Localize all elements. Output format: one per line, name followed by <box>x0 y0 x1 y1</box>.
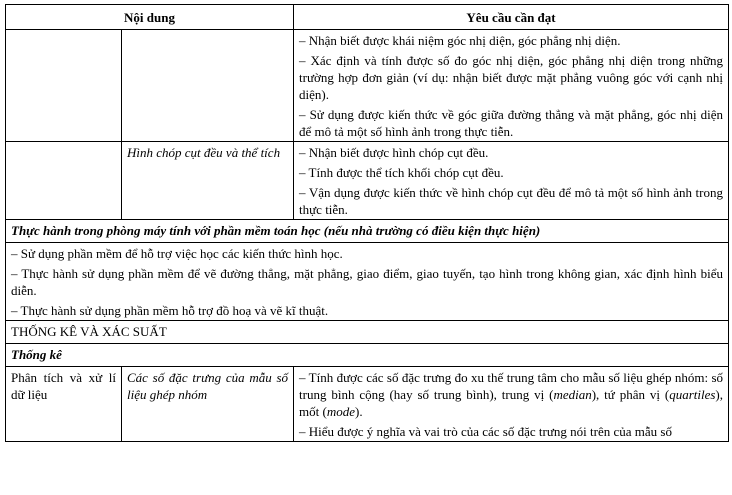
requirements-cell-stats <box>294 367 729 442</box>
practice-heading: Thực hành trong phòng máy tính với phần mềm toán học (nếu nhà trường có điều kiện thực hiện) <box>6 220 729 243</box>
text-fragment: ), mốt ( <box>299 387 724 419</box>
table-row-practice-heading <box>6 220 729 243</box>
curriculum-table <box>5 4 729 442</box>
requirements-cell-dihedral <box>294 30 729 142</box>
table-row-stats <box>6 367 729 442</box>
list-item: – Sử dụng được kiến thức về góc giữa đường thẳng và mặt phẳng, góc nhị diện để mô tả một số hình ảnh trong thực tiễn. <box>299 107 724 139</box>
topic-cell-frustum: Hình chóp cụt đều và thể tích <box>122 142 294 220</box>
list-item <box>299 369 723 420</box>
table-row-section <box>6 321 729 344</box>
list-item: – Hiểu được ý nghĩa và vai trò của các số đặc trưng nói trên của mẫu số <box>299 424 672 439</box>
area-cell-empty <box>6 142 122 220</box>
curriculum-table-page <box>5 4 728 442</box>
area-cell-empty <box>6 30 122 142</box>
header-content: Nội dung <box>6 5 294 30</box>
table-row-dihedral <box>6 30 729 142</box>
area-cell-stats: Phân tích và xử lí dữ liệu <box>6 367 122 442</box>
header-requirements: Yêu cầu cần đạt <box>294 5 729 30</box>
list-item: – Xác định và tính được số đo góc nhị diện, góc phẳng nhị diện trong những trường hợp đơn giản (ví dụ: nhận biết được mặt phẳng vuông góc với cạnh nhị diện). <box>299 53 724 102</box>
list-item: – Thực hành sử dụng phần mềm để vẽ đường thẳng, mặt phẳng, giao điểm, giao tuyến, tạo hình trong không gian, xác định hình biểu diễn. <box>11 266 724 298</box>
text-fragment: ). <box>355 404 363 419</box>
list-item: – Thực hành sử dụng phần mềm hỗ trợ đồ hoạ và vẽ kĩ thuật. <box>11 303 329 318</box>
text-fragment: ), tứ phân vị ( <box>591 387 670 402</box>
list-item: – Nhận biết được khái niệm góc nhị diện, góc phẳng nhị diện. <box>299 33 621 48</box>
table-row-subsection <box>6 344 729 367</box>
text-fragment: – Tính được các số đặc trưng đo xu thế trung tâm cho mẫu số liệu ghép nhóm: số trung bình cộng (hay số trung bình), trung vị ( <box>299 370 724 402</box>
subsection-title: Thống kê <box>6 344 729 367</box>
list-item: – Tính được thể tích khối chóp cụt đều. <box>299 165 504 180</box>
table-row-frustum <box>6 142 729 220</box>
table-header-row <box>6 5 729 30</box>
practice-cell <box>6 243 729 321</box>
table-row-practice <box>6 243 729 321</box>
topic-cell-empty <box>122 30 294 142</box>
list-item: – Vận dụng được kiến thức về hình chóp cụt đều để mô tả một số hình ảnh trong thực tiễn. <box>299 185 724 217</box>
section-title: THỐNG KÊ VÀ XÁC SUẤT <box>6 321 729 344</box>
list-item: – Sử dụng phần mềm để hỗ trợ việc học các kiến thức hình học. <box>11 246 343 261</box>
term-median: median <box>553 387 592 402</box>
topic-cell-stats: Các số đặc trưng của mẫu số liệu ghép nhóm <box>122 367 294 442</box>
requirements-cell-frustum <box>294 142 729 220</box>
list-item: – Nhận biết được hình chóp cụt đều. <box>299 145 489 160</box>
term-mode: mode <box>326 404 355 419</box>
term-quartiles: quartiles <box>669 387 716 402</box>
